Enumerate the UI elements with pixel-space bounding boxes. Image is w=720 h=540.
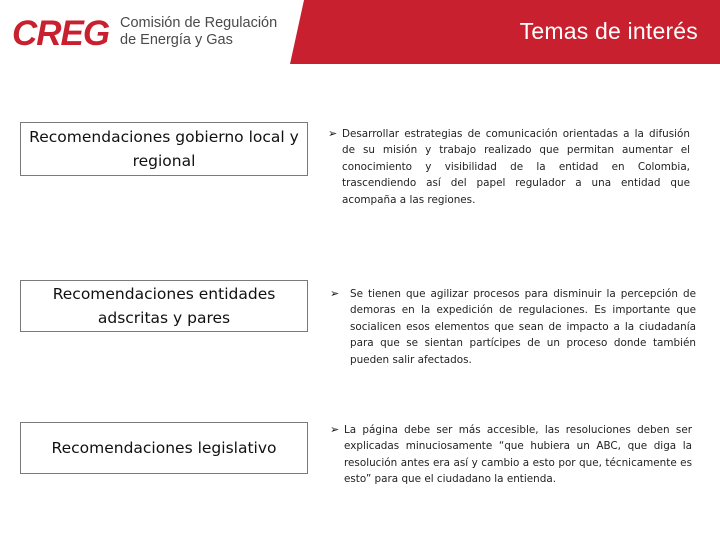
page-title: Temas de interés [519,18,698,44]
label-box-gobierno [20,122,308,176]
label-box-entidades [20,280,308,332]
label-box-legislativo [20,422,308,474]
label-entidades: Recomendaciones entidades adscritas y pares [52,285,276,327]
arrow-bullet-icon: ➢ [330,423,340,436]
bullet-legislativo [330,422,692,488]
bullet-text-legislativo: La página debe ser más accesible, las resoluciones deben ser explicadas minuciosamente “que hubiera un ABC, que diga la resolución antes era así y cambio a esto por que, técnicamente es esto” para que el ciudadano la entienda. [344,424,692,486]
bullet-text-entidades: Se tienen que agilizar procesos para disminuir la percepción de demoras en la expedición de regulaciones. Es importante que socialicen esos elementos que sean de impacto a la ciudadanía para que se sientan partícipes de un proceso donde también pueden salir afectados. [350,288,696,366]
arrow-bullet-icon: ➢ [328,127,338,140]
bullet-gobierno [328,126,690,208]
label-legislativo: Recomendaciones legislativo [51,439,277,457]
creg-logo [12,12,282,56]
logo-mark: CREG [12,14,110,53]
label-gobierno: Recomendaciones gobierno local y regional [29,128,299,170]
logo-name-line1: Comisión de Regulación [120,15,278,31]
logo-name [120,15,277,49]
logo-name-line2: de Energía y Gas [120,32,233,48]
bullet-text-gobierno: Desarrollar estrategias de comunicación orientadas a la difusión de su misión y trabajo realizado que permitan aumentar el conocimiento y visibilidad de la entidad en Colombia, trascendiendo así del papel regulador a una entidad que acompaña a las regiones. [342,128,690,206]
header [0,0,720,68]
arrow-bullet-icon: ➢ [330,287,340,300]
bullet-entidades [330,286,696,368]
